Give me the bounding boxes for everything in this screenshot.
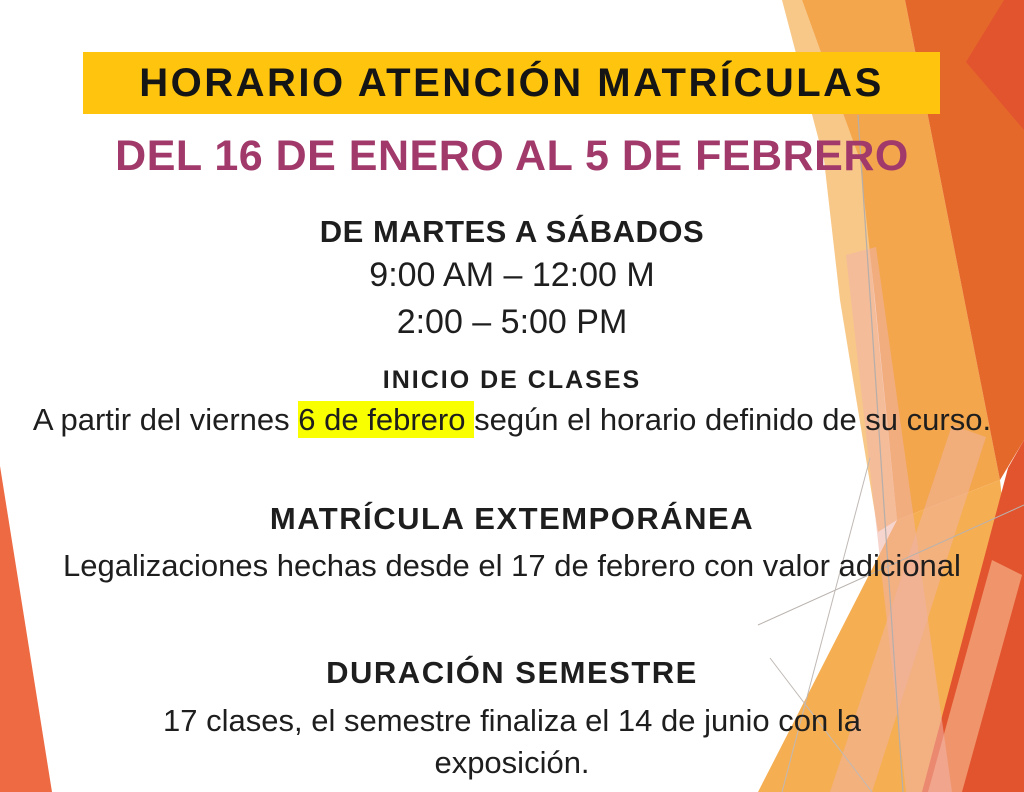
schedule-days: DE MARTES A SÁBADOS bbox=[319, 214, 705, 249]
page-title: HORARIO ATENCIÓN MATRÍCULAS bbox=[139, 60, 884, 105]
inicio-text-after: según el horario definido de su curso. bbox=[474, 402, 992, 437]
date-range-heading: DEL 16 DE ENERO AL 5 DE FEBRERO bbox=[115, 132, 909, 180]
inicio-clases-heading: INICIO DE CLASES bbox=[382, 366, 642, 394]
title-banner bbox=[83, 52, 940, 114]
duracion-semestre-body: 17 clases, el semestre finaliza el 14 de junio con la exposición. bbox=[163, 703, 861, 781]
inicio-clases-body bbox=[22, 399, 1002, 441]
schedule-afternoon-hours: 2:00 – 5:00 PM bbox=[396, 303, 628, 341]
duracion-semestre-heading: DURACIÓN SEMESTRE bbox=[326, 655, 698, 690]
schedule-morning-hours: 9:00 AM – 12:00 M bbox=[369, 256, 655, 294]
inicio-text-before: A partir del viernes bbox=[32, 402, 299, 437]
matricula-extemporanea-body: Legalizaciones hechas desde el 17 de febrero con valor adicional bbox=[63, 548, 961, 583]
inicio-text-highlighted: 6 de febrero bbox=[298, 402, 475, 437]
matricula-extemporanea-heading: MATRÍCULA EXTEMPORÁNEA bbox=[269, 501, 755, 536]
